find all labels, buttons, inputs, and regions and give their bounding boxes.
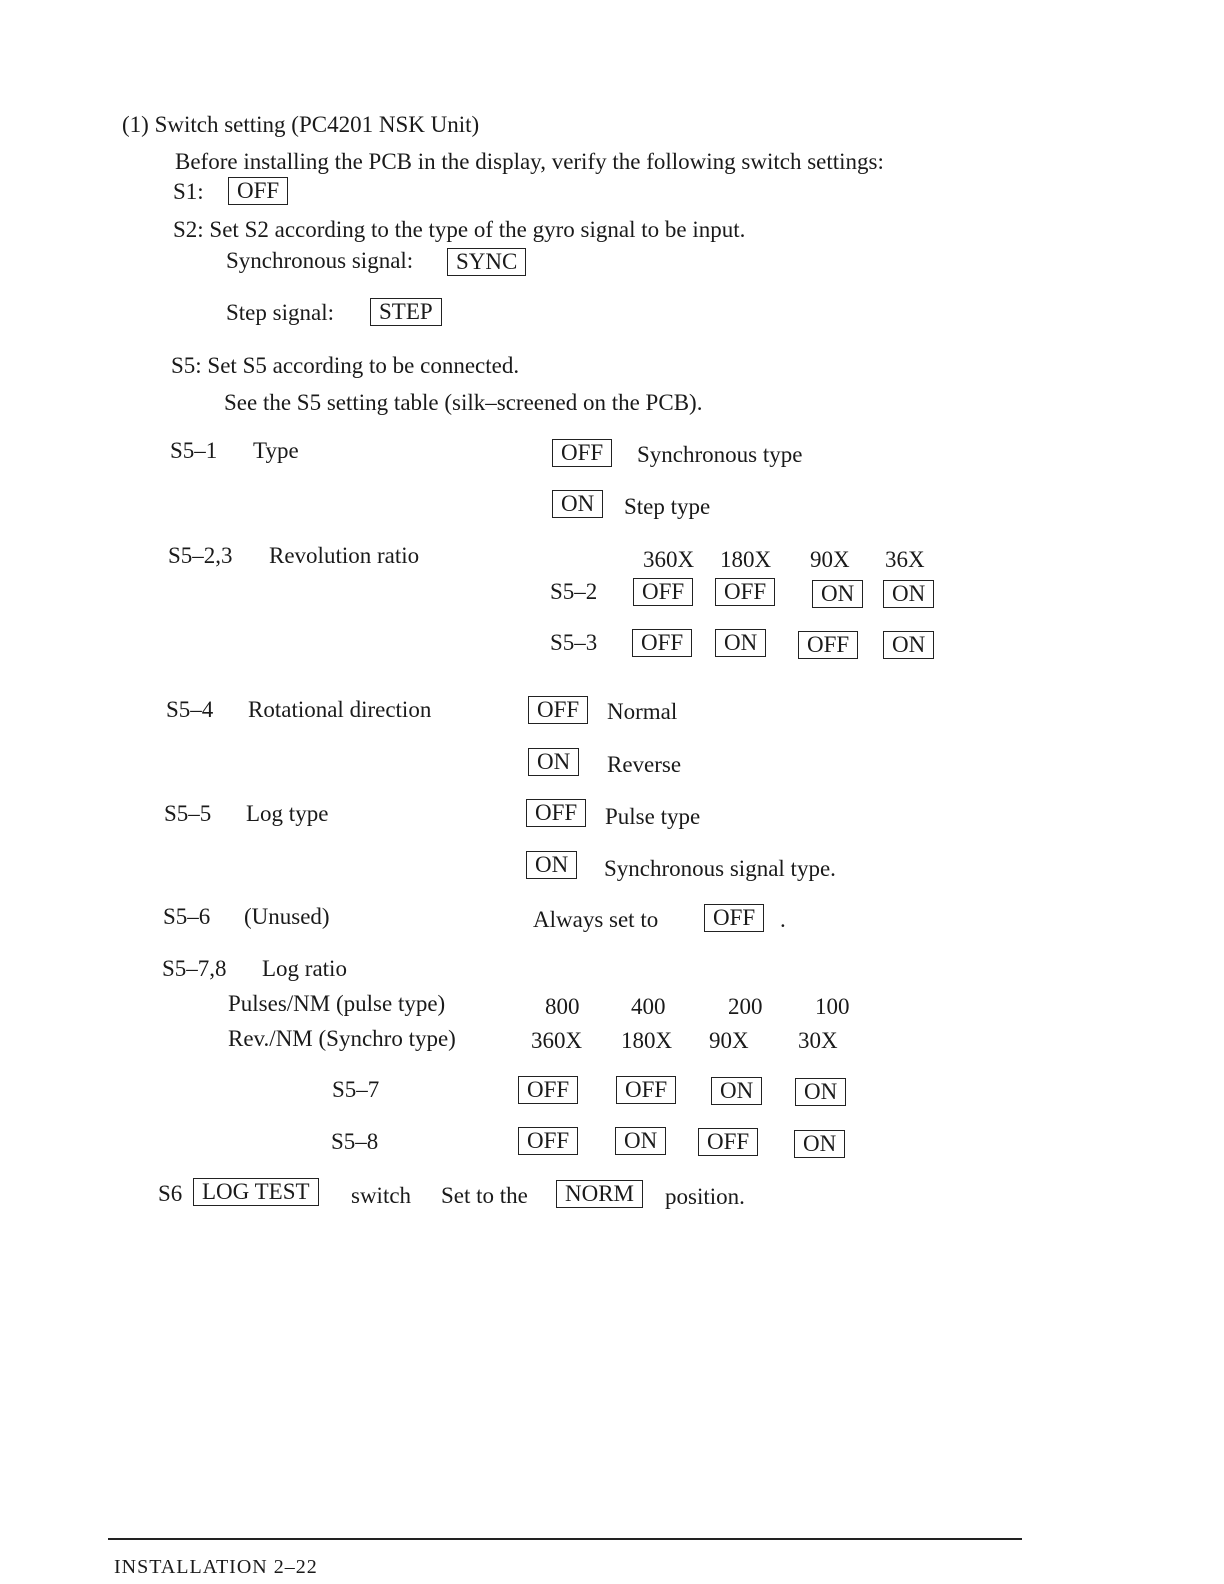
pulses-label: Pulses/NM (pulse type) bbox=[228, 991, 446, 1016]
s5-5-opt2-desc: Synchronous signal type. bbox=[604, 856, 836, 881]
s5-6-value-box: OFF bbox=[704, 904, 764, 932]
s5-1-name: Type bbox=[253, 438, 299, 463]
s5-7-row-label: S5–7 bbox=[332, 1077, 380, 1102]
s2-sync-label: Synchronous signal: bbox=[226, 248, 414, 273]
s6-text-position: position. bbox=[665, 1184, 745, 1209]
s6-text-set: Set to the bbox=[441, 1183, 528, 1208]
rev-4: 30X bbox=[798, 1028, 838, 1053]
s5-2-row-label: S5–2 bbox=[550, 579, 598, 604]
s5-7-cell-4: ON bbox=[795, 1078, 846, 1106]
s6-text-switch: switch bbox=[351, 1183, 412, 1208]
pulses-1: 800 bbox=[545, 994, 580, 1019]
s5-3-cell-4: ON bbox=[883, 631, 934, 659]
s6-norm-box: NORM bbox=[556, 1180, 643, 1208]
s2-text: S2: Set S2 according to the type of the gyro signal to be input. bbox=[173, 217, 746, 242]
s5-1-opt2-box: ON bbox=[552, 490, 603, 518]
s5-3-row-label: S5–3 bbox=[550, 630, 598, 655]
s5-5-opt2-box: ON bbox=[526, 851, 577, 879]
s5-23-name: Revolution ratio bbox=[269, 543, 420, 568]
rev-1: 360X bbox=[531, 1028, 583, 1053]
s2-step-label: Step signal: bbox=[226, 300, 334, 325]
s2-sync-box: SYNC bbox=[447, 248, 526, 276]
pulses-2: 400 bbox=[631, 994, 666, 1019]
pulses-4: 100 bbox=[815, 994, 850, 1019]
page-footer: INSTALLATION 2–22 bbox=[114, 1556, 318, 1578]
s5-2-cell-2: OFF bbox=[715, 578, 775, 606]
s5-4-opt2-box: ON bbox=[528, 748, 579, 776]
s5-23-label: S5–2,3 bbox=[168, 543, 233, 568]
s1-value-box: OFF bbox=[228, 177, 288, 205]
s6-label: S6 bbox=[158, 1181, 183, 1206]
s5-23-col-2: 180X bbox=[720, 547, 772, 572]
s5-3-cell-3: OFF bbox=[798, 631, 858, 659]
s6-switch-box: LOG TEST bbox=[193, 1178, 319, 1206]
s5-text: S5: Set S5 according to be connected. bbox=[171, 353, 520, 378]
s5-78-label: S5–7,8 bbox=[162, 956, 227, 981]
rev-2: 180X bbox=[621, 1028, 673, 1053]
s5-8-cell-3: OFF bbox=[698, 1128, 758, 1156]
s5-3-cell-1: OFF bbox=[632, 629, 692, 657]
s5-5-name: Log type bbox=[246, 801, 329, 826]
s5-23-col-3: 90X bbox=[810, 547, 850, 572]
s5-23-col-4: 36X bbox=[885, 547, 925, 572]
s5-7-cell-2: OFF bbox=[616, 1076, 676, 1104]
s1-label: S1: bbox=[173, 179, 204, 204]
s5-1-label: S5–1 bbox=[170, 438, 218, 463]
s5-2-cell-3: ON bbox=[812, 580, 863, 608]
s5-23-col-1: 360X bbox=[643, 547, 695, 572]
rev-label: Rev./NM (Synchro type) bbox=[228, 1026, 456, 1051]
s5-5-opt1-desc: Pulse type bbox=[605, 804, 701, 829]
s5-4-label: S5–4 bbox=[166, 697, 214, 722]
s5-3-cell-2: ON bbox=[715, 629, 766, 657]
section-heading: (1) Switch setting (PC4201 NSK Unit) bbox=[122, 112, 480, 137]
s5-6-suffix: . bbox=[780, 907, 786, 932]
s5-4-name: Rotational direction bbox=[248, 697, 432, 722]
s5-6-name: (Unused) bbox=[244, 904, 330, 929]
s2-step-box: STEP bbox=[370, 298, 442, 326]
s5-4-opt1-desc: Normal bbox=[607, 699, 678, 724]
s5-6-text: Always set to bbox=[533, 907, 659, 932]
s5-8-cell-1: OFF bbox=[518, 1127, 578, 1155]
s5-4-opt1-box: OFF bbox=[528, 696, 588, 724]
s5-1-opt2-desc: Step type bbox=[624, 494, 711, 519]
s5-4-opt2-desc: Reverse bbox=[607, 752, 682, 777]
rev-3: 90X bbox=[709, 1028, 749, 1053]
s5-8-cell-2: ON bbox=[615, 1127, 666, 1155]
s5-8-cell-4: ON bbox=[794, 1130, 845, 1158]
s5-note: See the S5 setting table (silk–screened on the PCB). bbox=[224, 390, 703, 415]
s5-1-opt1-desc: Synchronous type bbox=[637, 442, 803, 467]
s5-5-opt1-box: OFF bbox=[526, 799, 586, 827]
s5-2-cell-4: ON bbox=[883, 580, 934, 608]
s5-1-opt1-box: OFF bbox=[552, 439, 612, 467]
s5-8-row-label: S5–8 bbox=[331, 1129, 379, 1154]
s5-7-cell-3: ON bbox=[711, 1077, 762, 1105]
s5-2-cell-1: OFF bbox=[633, 578, 693, 606]
pulses-3: 200 bbox=[728, 994, 763, 1019]
s5-6-label: S5–6 bbox=[163, 904, 211, 929]
footer-rule bbox=[108, 1538, 1022, 1540]
intro-text: Before installing the PCB in the display, verify the following switch settings: bbox=[175, 149, 884, 174]
s5-7-cell-1: OFF bbox=[518, 1076, 578, 1104]
s5-5-label: S5–5 bbox=[164, 801, 212, 826]
s5-78-name: Log ratio bbox=[262, 956, 347, 981]
